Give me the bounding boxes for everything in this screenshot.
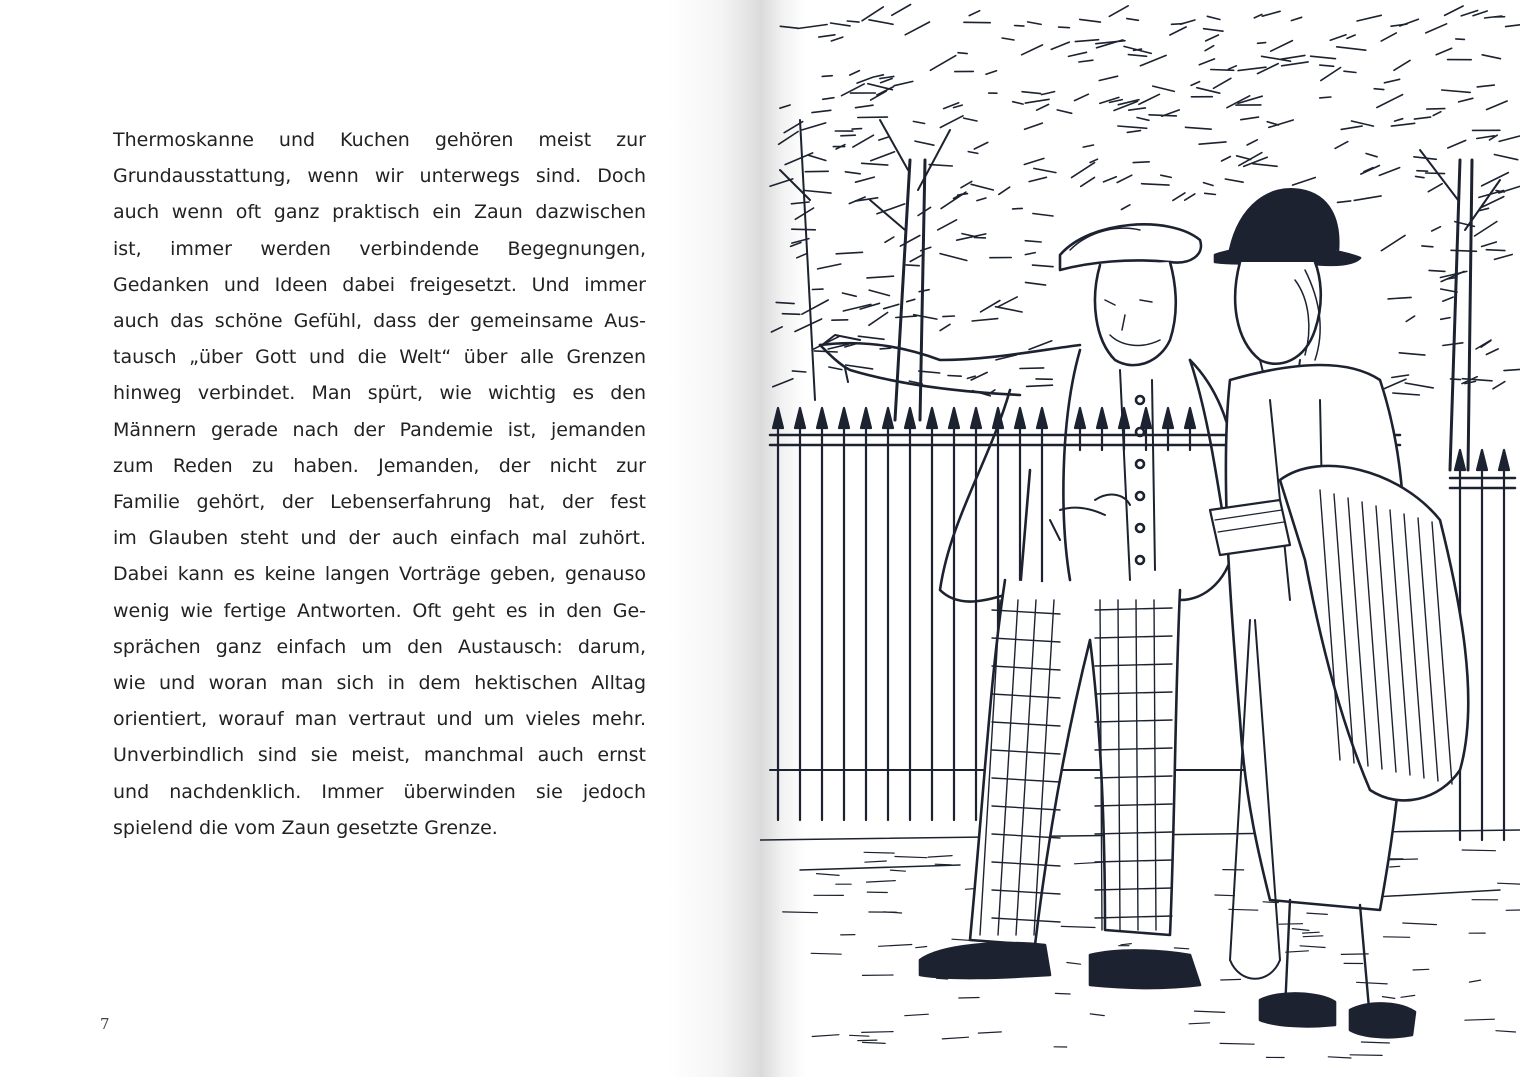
paragraph-line: Thermoskanne und Kuchen gehören meist zur xyxy=(113,129,646,151)
body-paragraph xyxy=(113,122,646,846)
paragraph-line: im Glauben steht und der auch einfach mal zuhört. xyxy=(113,527,646,550)
paragraph-line: Männern gerade nach der Pandemie ist, jemanden xyxy=(113,418,646,441)
paragraph-line: hinweg verbindet. Man spürt, wie wichtig es den xyxy=(113,382,646,405)
right-page xyxy=(760,0,1520,1077)
paragraph-line: Dabei kann es keine langen Vorträge geben, genauso xyxy=(113,563,646,586)
paragraph-line: auch das schöne Gefühl, dass der gemeinsame Aus- xyxy=(113,310,646,333)
paragraph-line: auch wenn oft ganz praktisch ein Zaun dazwischen xyxy=(113,201,646,224)
paragraph-line: Unverbindlich sind sie meist, manchmal auch ernst xyxy=(113,744,646,767)
paragraph-line: orientiert, worauf man vertraut und um vieles mehr. xyxy=(113,708,646,731)
paragraph-line: ist, immer werden verbindende Begegnungen, xyxy=(113,237,646,260)
paragraph-line: und nachdenklich. Immer überwinden sie jedoch xyxy=(113,780,646,803)
paragraph-line: spielend die vom Zaun gesetzte Grenze. xyxy=(113,816,498,839)
paragraph-line: Grundausstattung, wenn wir unterwegs sind. Doch xyxy=(113,165,646,188)
two-men-at-fence-sketch-icon xyxy=(760,0,1520,1077)
paragraph-line: zum Reden zu haben. Jemanden, der nicht zur xyxy=(113,454,646,477)
paragraph-line: Familie gehört, der Lebenserfahrung hat, der fest xyxy=(113,491,646,514)
paragraph-line: Gedanken und Ideen dabei freigesetzt. Und immer xyxy=(113,273,646,296)
paragraph-line: tausch „über Gott und die Welt“ über alle Grenzen xyxy=(113,346,646,369)
paragraph-line: wie und woran man sich in dem hektischen Alltag xyxy=(113,672,646,695)
paragraph-line: sprächen ganz einfach um den Austausch: darum, xyxy=(113,635,646,658)
page-number: 7 xyxy=(100,1015,110,1033)
paragraph-line: wenig wie fertige Antworten. Oft geht es in den Ge- xyxy=(113,599,646,622)
